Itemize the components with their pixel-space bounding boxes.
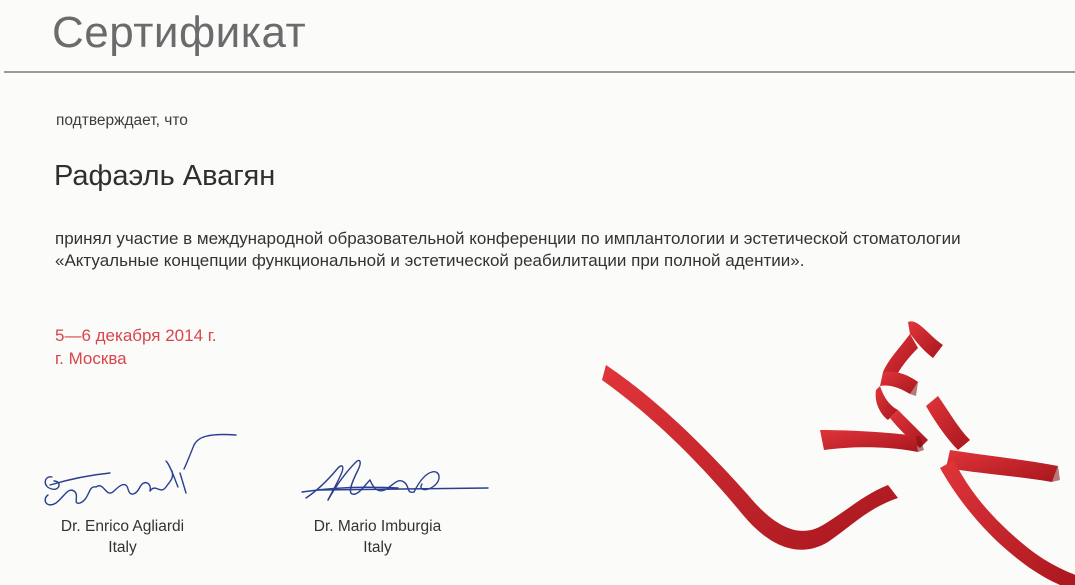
signatory-2-country: Italy xyxy=(363,539,392,556)
description-line-1: принял участие в международной образовательной конференции по имплантологии и эстетической стоматологии xyxy=(55,229,961,248)
signatory-1 xyxy=(50,516,195,558)
participation-description xyxy=(55,228,1045,272)
confirm-text: подтверждает, что xyxy=(56,112,188,129)
description-line-2: «Актуальные концепции функциональной и эстетической реабилитации при полной адентии». xyxy=(55,251,805,270)
event-dates: 5—6 декабря 2014 г. xyxy=(55,326,217,345)
signatory-1-country: Italy xyxy=(108,539,137,556)
ribbon-tree-decoration xyxy=(598,310,1075,585)
signatory-2-name: Dr. Mario Imburgia xyxy=(313,518,442,535)
signature-agliardi xyxy=(40,425,240,515)
signatory-2 xyxy=(300,516,455,558)
signatory-1-name: Dr. Enrico Agliardi xyxy=(60,518,185,535)
recipient-name: Рафаэль Авагян xyxy=(54,160,276,192)
event-details xyxy=(55,324,217,370)
certificate-title: Сертификат xyxy=(52,8,307,57)
header-divider xyxy=(4,71,1075,73)
event-city: г. Москва xyxy=(55,349,127,368)
signature-imburgia xyxy=(298,450,498,520)
